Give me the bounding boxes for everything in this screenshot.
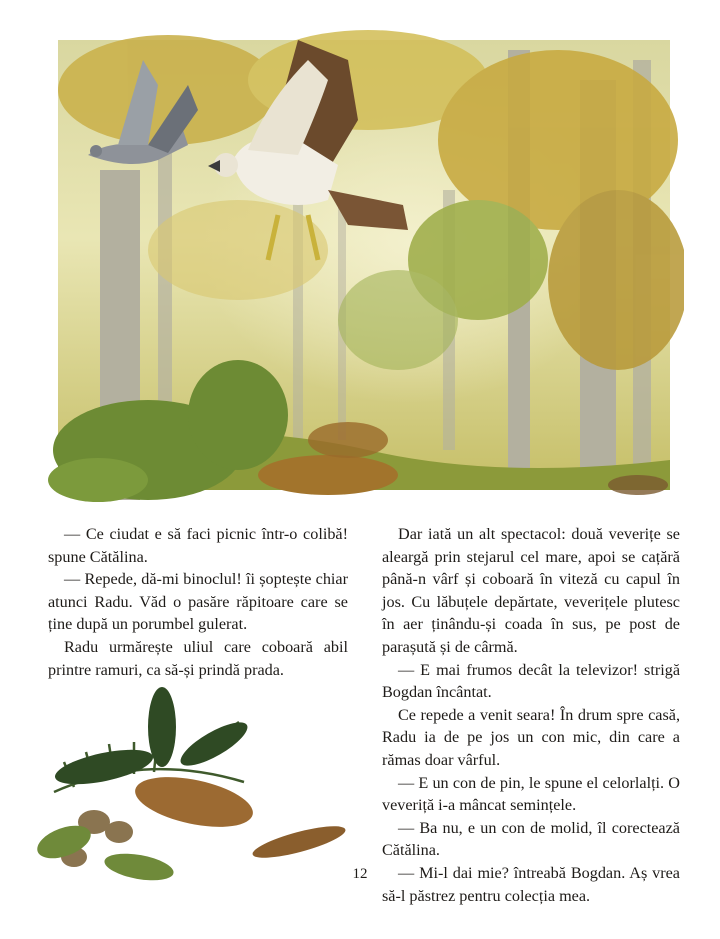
paragraph: — E un con de pin, le spune el celorlalți. O veveriță i-a mâncat semințele. bbox=[382, 773, 680, 815]
paragraph: — Mi-l dai mie? întreabă Bogdan. Aș vrea să-l păstrez pentru colecția mea. bbox=[382, 863, 680, 905]
paragraph: — E mai frumos decât la televizor! strigă Bogdan încântat. bbox=[382, 660, 680, 702]
paragraph: Radu urmărește uliul care coboară abil printre ramuri, ca să-și prindă prada. bbox=[48, 637, 348, 679]
spruce-cone bbox=[131, 768, 258, 836]
paragraph: — Ba nu, e un con de molid, îl corectează Cătălina. bbox=[382, 818, 680, 860]
paragraph: Dar iată un alt spectacol: două veverițe se aleargă prin stejarul cel mare, apoi se cațără până-n vârf și coboară în viteză cu capul în jos. Cu lăbuțele depărtate, veverițele plutesc în aer ținându-și coada în sus, pe post de parașută și de cârmă. bbox=[382, 525, 680, 656]
forest-hawk-illustration bbox=[38, 20, 684, 512]
right-text-column bbox=[382, 523, 680, 907]
paragraph: — Ce ciudat e să faci picnic într-o colibă! spune Cătălina. bbox=[48, 525, 348, 566]
small-cone bbox=[250, 820, 348, 864]
page-number: 12 bbox=[352, 866, 368, 882]
cone-branch-illustration bbox=[34, 682, 356, 888]
paragraph: Ce repede a venit seara! În drum spre casă, Radu ia de pe jos un con mic, din care a rămas doar vârful. bbox=[382, 705, 680, 769]
paragraph: — Repede, dă-mi binoclul! îi șoptește chiar atunci Radu. Văd o pasăre răpitoare care se ține după un porumbel gulerat. bbox=[48, 570, 348, 634]
left-text-column bbox=[48, 523, 348, 681]
